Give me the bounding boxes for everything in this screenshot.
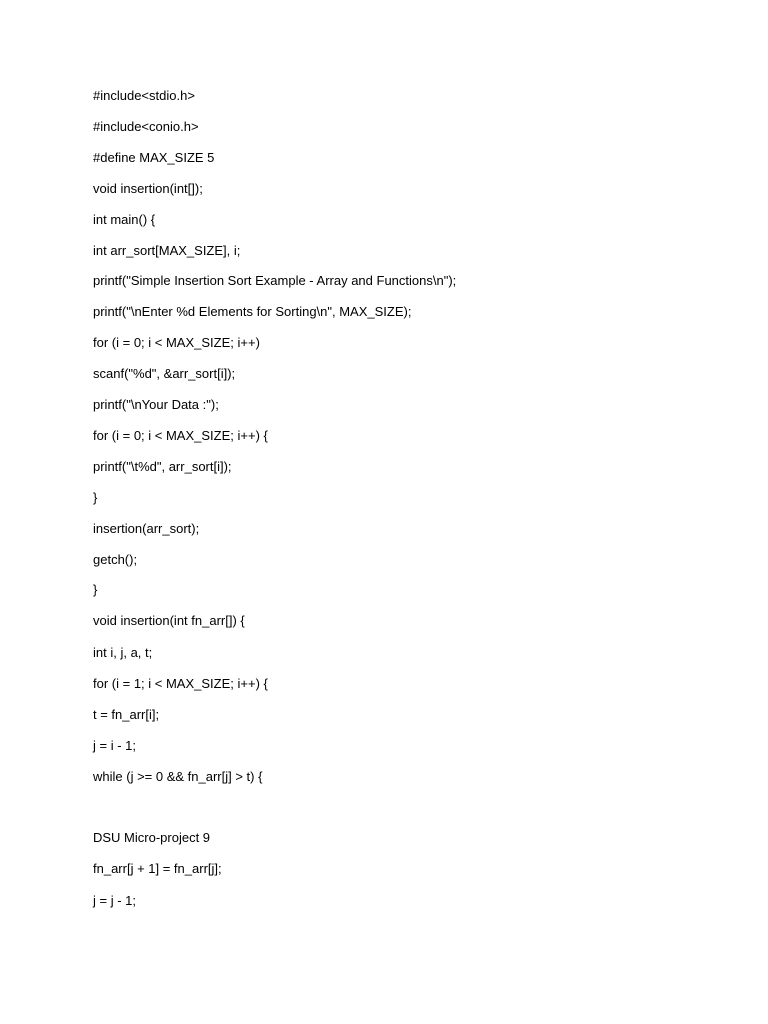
code-line: int main() { bbox=[93, 212, 156, 227]
code-line: j = j - 1; bbox=[93, 893, 136, 908]
code-line: printf("\nEnter %d Elements for Sorting\n", MAX_SIZE); bbox=[93, 304, 412, 319]
code-line: for (i = 1; i < MAX_SIZE; i++) { bbox=[93, 676, 268, 691]
page-footer: DSU Micro-project 9 bbox=[93, 830, 211, 845]
code-line: printf("\nYour Data :"); bbox=[93, 397, 219, 412]
code-line: } bbox=[93, 490, 98, 505]
code-line: j = i - 1; bbox=[93, 738, 136, 753]
code-line: for (i = 0; i < MAX_SIZE; i++) { bbox=[93, 428, 268, 443]
code-line: #define MAX_SIZE 5 bbox=[93, 150, 215, 165]
code-line: getch(); bbox=[93, 552, 138, 567]
code-line: #include<conio.h> bbox=[93, 119, 199, 134]
code-line: t = fn_arr[i]; bbox=[93, 707, 160, 722]
code-line: scanf("%d", &arr_sort[i]); bbox=[93, 366, 236, 381]
code-line: void insertion(int fn_arr[]) { bbox=[93, 613, 245, 628]
code-line: while (j >= 0 && fn_arr[j] > t) { bbox=[93, 769, 263, 784]
code-line: fn_arr[j + 1] = fn_arr[j]; bbox=[93, 861, 222, 876]
code-line: printf("Simple Insertion Sort Example - Array and Functions\n"); bbox=[93, 273, 457, 288]
code-line: for (i = 0; i < MAX_SIZE; i++) bbox=[93, 335, 260, 350]
code-line: int arr_sort[MAX_SIZE], i; bbox=[93, 243, 241, 258]
code-line: printf("\t%d", arr_sort[i]); bbox=[93, 459, 232, 474]
code-line: #include<stdio.h> bbox=[93, 88, 195, 103]
code-line: void insertion(int[]); bbox=[93, 181, 203, 196]
code-line: int i, j, a, t; bbox=[93, 645, 153, 660]
code-line: insertion(arr_sort); bbox=[93, 521, 200, 536]
code-line: } bbox=[93, 582, 98, 597]
